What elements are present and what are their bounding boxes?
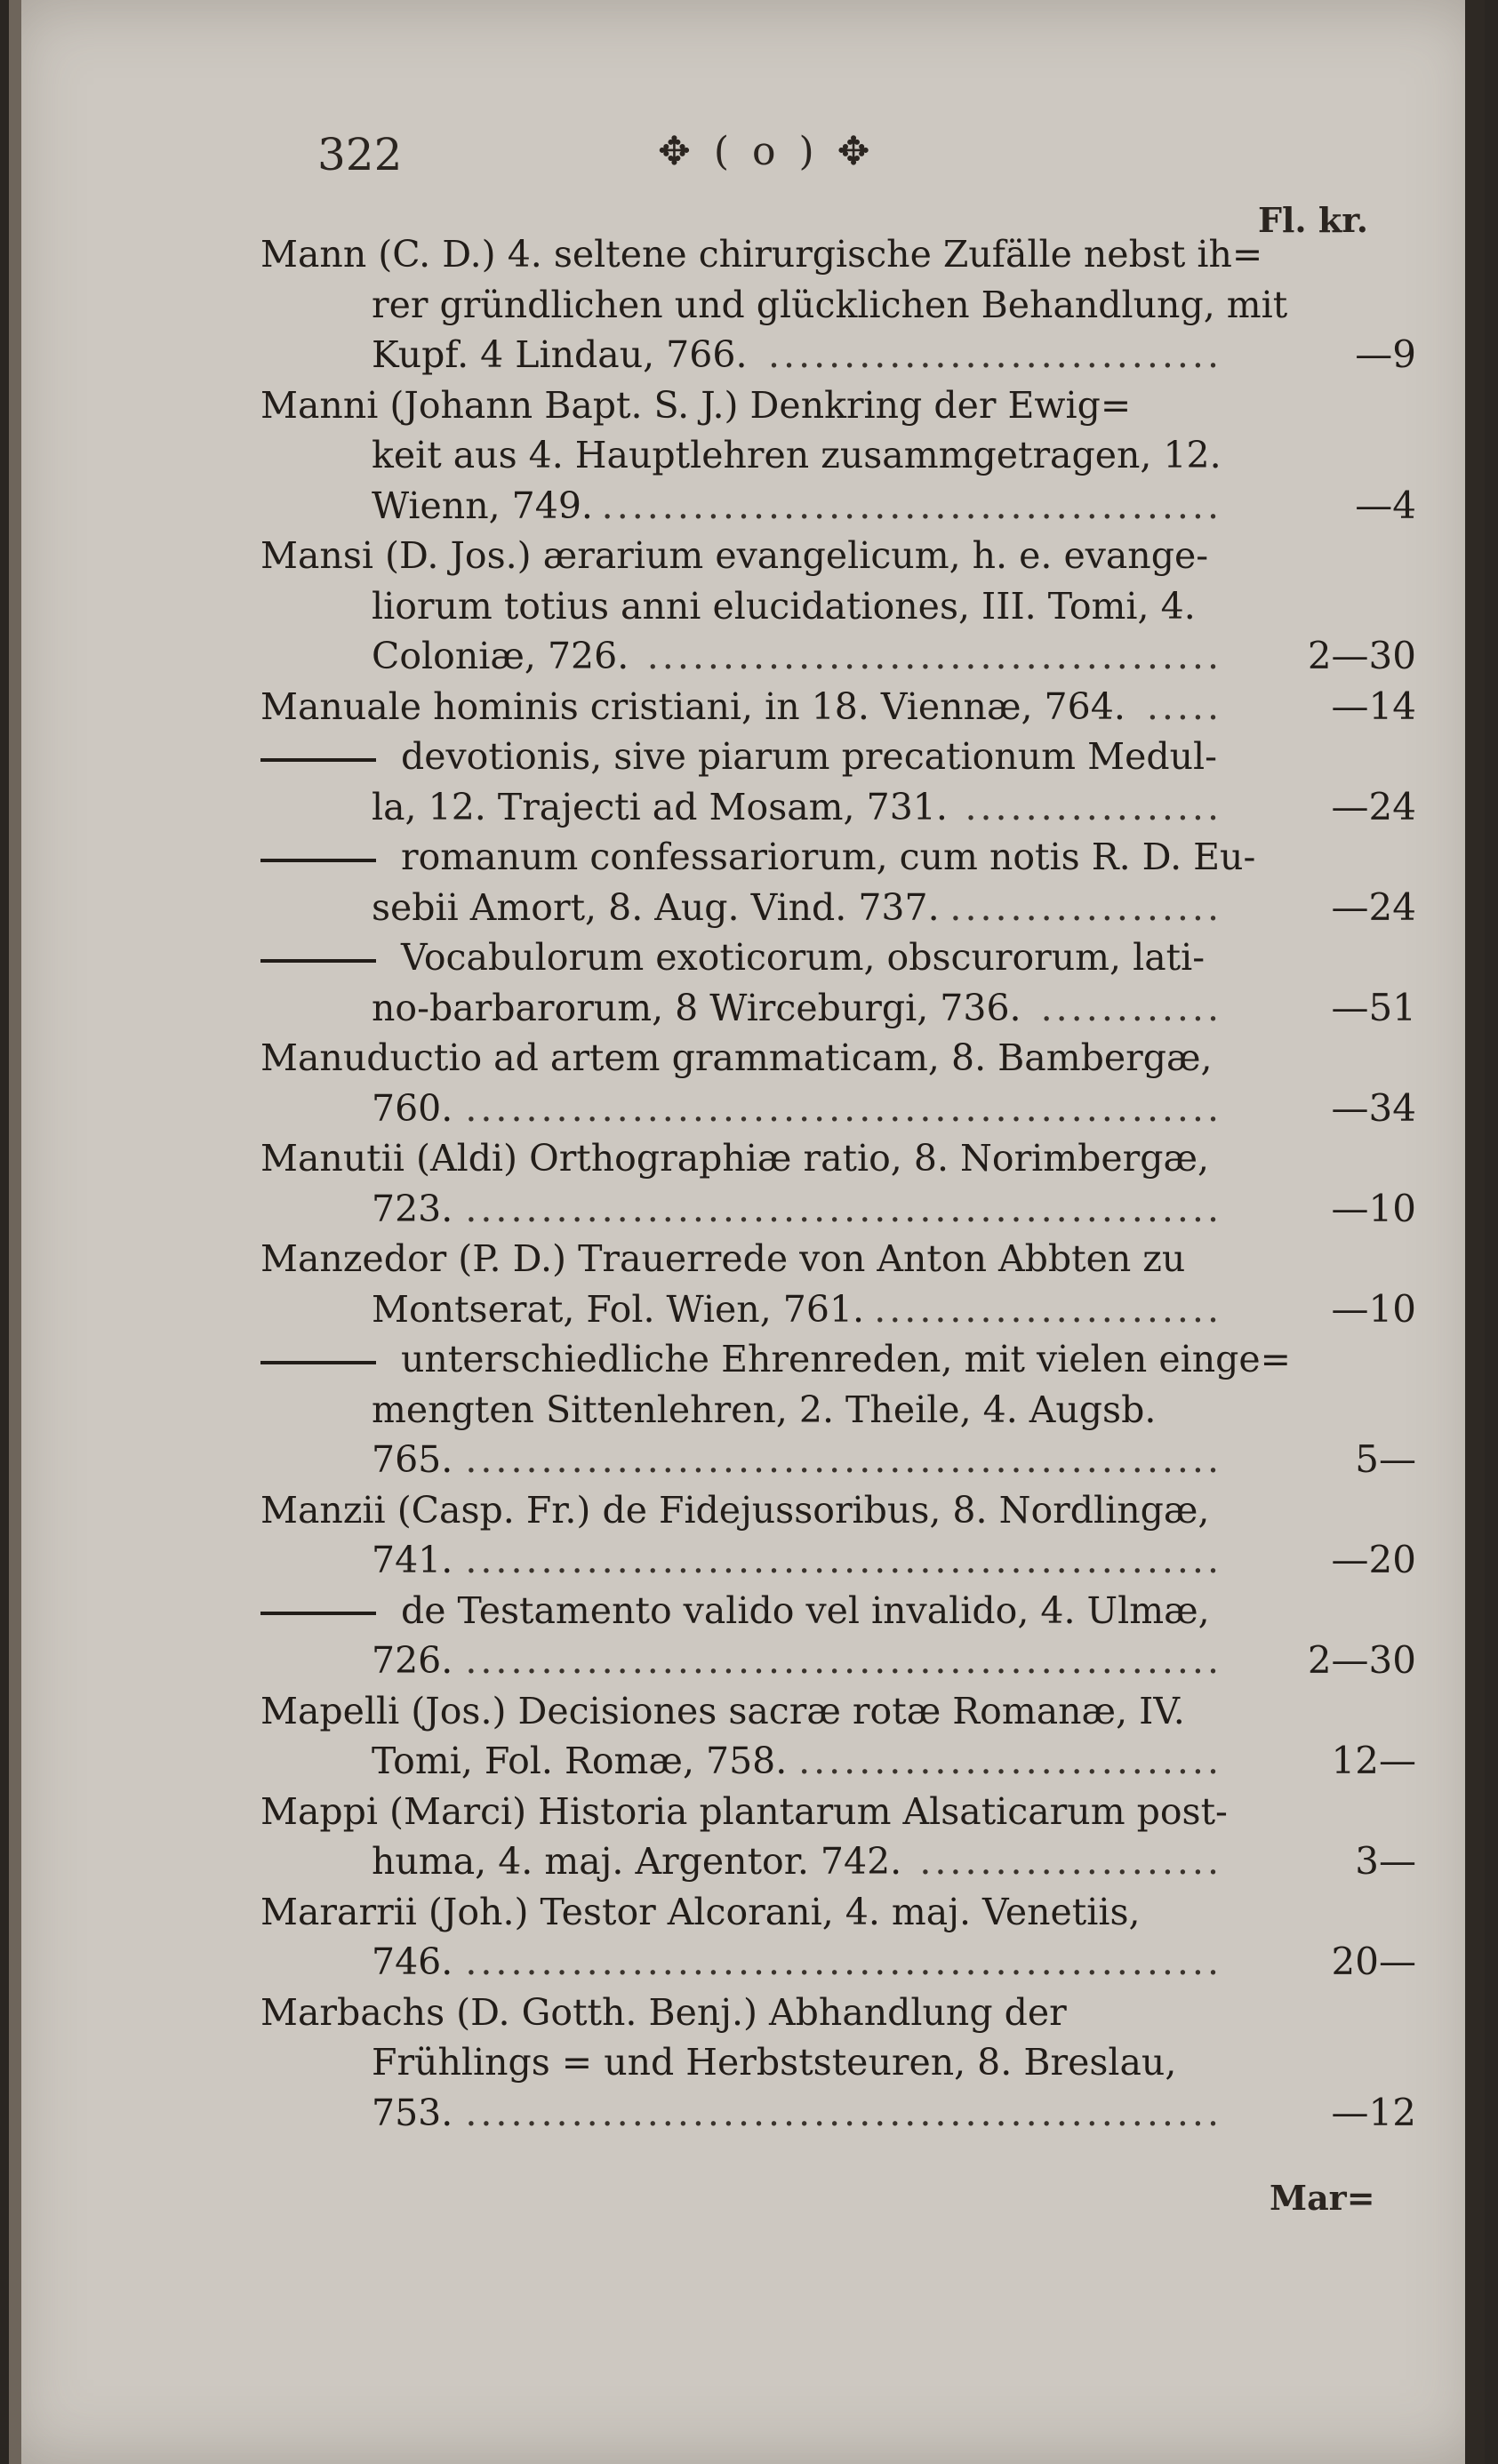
entry-text: 746. bbox=[372, 1940, 453, 1983]
ditto-dash bbox=[260, 859, 376, 862]
catalogue-entry bbox=[260, 1787, 1416, 1887]
entry-text: Mararrii (Joh.) Testor Alcorani, 4. maj. Venetiis, bbox=[260, 1890, 1141, 1933]
entry-price: —12 bbox=[1331, 2090, 1416, 2134]
leader-dots: .................................................. bbox=[465, 1539, 1222, 1581]
entry-text: 726. bbox=[372, 1639, 453, 1682]
ditto-dash bbox=[260, 1361, 376, 1364]
catalogue-entry bbox=[260, 932, 1416, 1033]
entry-text: mengten Sittenlehren, 2. Theile, 4. Augsb. bbox=[372, 1388, 1157, 1431]
entry-line bbox=[260, 280, 1416, 331]
entry-text: Manni (Johann Bapt. S. J.) Denkring der Ewig= bbox=[260, 383, 1132, 427]
catalogue-entry bbox=[260, 380, 1416, 532]
entry-text: Manzii (Casp. Fr.) de Fidejussoribus, 8. Nordlingæ, bbox=[260, 1488, 1210, 1532]
entry-line bbox=[260, 1133, 1416, 1184]
entry-line bbox=[260, 1334, 1416, 1385]
entry-text: Montserat, Fol. Wien, 761. bbox=[372, 1287, 865, 1331]
entry-line bbox=[260, 430, 1416, 481]
catalogue-entry bbox=[260, 1485, 1416, 1586]
catalogue-entry bbox=[260, 732, 1416, 832]
catalogue-entry bbox=[260, 229, 1416, 380]
leader-dots: ..... bbox=[1146, 684, 1222, 728]
header-ornament: ✥ ( o ) ✥ bbox=[658, 129, 876, 174]
leader-dots: .................................................. bbox=[465, 1940, 1222, 1983]
entry-line bbox=[260, 932, 1416, 983]
catalogue-entry bbox=[260, 1133, 1416, 1234]
entry-line bbox=[260, 531, 1416, 581]
entry-line bbox=[260, 1234, 1416, 1284]
entry-text: Mann (C. D.) 4. seltene chirurgische Zufälle nebst ih= bbox=[260, 233, 1263, 276]
entry-text: Coloniæ, 726. bbox=[372, 635, 629, 677]
catalogue-entry bbox=[260, 1887, 1416, 1988]
entry-text: no-barbarorum, 8 Wirceburgi, 736. bbox=[372, 986, 1021, 1029]
leader-dots: ............ bbox=[1040, 986, 1222, 1029]
catalogue-entries bbox=[260, 229, 1416, 2138]
catalogue-entry bbox=[260, 1033, 1416, 1133]
entry-text: keit aus 4. Hauptlehren zusammgetragen, 12. bbox=[372, 434, 1222, 476]
entry-text: 723. bbox=[372, 1187, 453, 1230]
entry-price: —51 bbox=[1331, 985, 1416, 1029]
leader-dots: .................................................. bbox=[465, 1187, 1222, 1230]
entry-price: —20 bbox=[1331, 1538, 1416, 1581]
catalogue-entry bbox=[260, 1234, 1416, 1334]
entry-line bbox=[260, 1988, 1416, 2038]
entry-text: Mansi (D. Jos.) ærarium evangelicum, h. e. evange- bbox=[260, 534, 1209, 577]
catalogue-entry bbox=[260, 1334, 1416, 1485]
leader-dots: .................................................. bbox=[465, 1438, 1222, 1481]
entry-text: 753. bbox=[372, 2091, 453, 2134]
leader-dots: ...................................... bbox=[646, 635, 1222, 677]
entry-price: —9 bbox=[1355, 332, 1416, 376]
entry-text: rer gründlichen und glücklichen Behandlung, mit bbox=[372, 283, 1288, 326]
entry-text: romanum confessariorum, cum notis R. D. Eu- bbox=[401, 836, 1256, 878]
entry-text: Tomi, Fol. Romæ, 758. bbox=[372, 1740, 788, 1782]
page-right-edge bbox=[1465, 0, 1485, 2464]
entry-line bbox=[260, 1787, 1416, 1837]
entry-text: Wienn, 749. bbox=[372, 484, 593, 527]
entry-line bbox=[260, 1485, 1416, 1536]
leader-dots: .................... bbox=[919, 1840, 1222, 1883]
entry-price: —34 bbox=[1331, 1085, 1416, 1130]
entry-line bbox=[260, 1887, 1416, 1938]
entry-text: 760. bbox=[372, 1086, 453, 1130]
entry-text: Marbachs (D. Gotth. Benj.) Abhandlung der bbox=[260, 1990, 1067, 2034]
leader-dots: .................................................. bbox=[465, 2091, 1222, 2134]
entry-text: Mappi (Marci) Historia plantarum Alsaticarum post- bbox=[260, 1789, 1228, 1833]
leader-dots: .................................................. bbox=[465, 1086, 1222, 1130]
leader-dots: ......................................... bbox=[601, 484, 1222, 527]
entry-text: Frühlings = und Herbststeuren, 8. Breslau, bbox=[372, 2041, 1177, 2084]
catalogue-entry bbox=[260, 1686, 1416, 1787]
entry-text: sebii Amort, 8. Aug. Vind. 737. bbox=[372, 885, 940, 929]
entry-text: 741. bbox=[372, 1539, 453, 1581]
entry-text: Manutii (Aldi) Orthographiæ ratio, 8. Norimbergæ, bbox=[260, 1137, 1210, 1180]
entry-price: —24 bbox=[1331, 884, 1416, 929]
entry-price: —14 bbox=[1331, 684, 1416, 728]
entry-price: 2—30 bbox=[1307, 634, 1416, 677]
leader-dots: ................. bbox=[965, 785, 1222, 828]
entry-text: la, 12. Trajecti ad Mosam, 731. bbox=[372, 785, 948, 828]
entry-line bbox=[260, 380, 1416, 431]
catalogue-entry bbox=[260, 682, 1416, 732]
catalogue-entry bbox=[260, 1586, 1416, 1686]
ditto-dash bbox=[260, 758, 376, 762]
entry-price: 5— bbox=[1355, 1437, 1416, 1481]
entry-text: Vocabulorum exoticorum, obscurorum, lati- bbox=[401, 936, 1206, 979]
entry-line bbox=[260, 732, 1416, 782]
entry-line bbox=[260, 1033, 1416, 1084]
entry-text: devotionis, sive piarum precationum Medul- bbox=[401, 735, 1217, 778]
catchword: Mar= bbox=[1270, 2178, 1375, 2218]
book-page bbox=[9, 0, 1485, 2464]
entry-line bbox=[260, 1385, 1416, 1436]
entry-price: —4 bbox=[1355, 483, 1416, 527]
entry-text: Manzedor (P. D.) Trauerrede von Anton Abbten zu bbox=[260, 1237, 1186, 1280]
catalogue-entry bbox=[260, 1988, 1416, 2139]
entry-price: —24 bbox=[1331, 784, 1416, 828]
entry-text: unterschiedliche Ehrenreden, mit vielen einge= bbox=[401, 1338, 1292, 1380]
leader-dots: .............................. bbox=[768, 333, 1222, 376]
catalogue-entry bbox=[260, 531, 1416, 682]
entry-text: huma, 4. maj. Argentor. 742. bbox=[372, 1840, 902, 1883]
entry-price: 3— bbox=[1355, 1839, 1416, 1883]
entry-text: liorum totius anni elucidationes, III. Tomi, 4. bbox=[372, 584, 1196, 628]
leader-dots: .................. bbox=[949, 885, 1222, 929]
entry-price: —10 bbox=[1331, 1286, 1416, 1331]
ditto-dash bbox=[260, 959, 376, 963]
leader-dots: ............................ bbox=[798, 1740, 1222, 1782]
entry-line bbox=[260, 2037, 1416, 2088]
entry-price: —10 bbox=[1331, 1186, 1416, 1230]
page-left-edge bbox=[9, 0, 21, 2464]
entry-text: Kupf. 4 Lindau, 766. bbox=[372, 333, 748, 376]
leader-dots: ....................... bbox=[874, 1287, 1222, 1331]
page-number: 322 bbox=[317, 129, 403, 180]
page-header bbox=[9, 129, 1485, 240]
entry-price: 2—30 bbox=[1307, 1638, 1416, 1682]
entry-line bbox=[260, 581, 1416, 632]
entry-text: 765. bbox=[372, 1438, 453, 1481]
entry-price: 20— bbox=[1331, 1940, 1416, 1983]
catalogue-entry bbox=[260, 832, 1416, 932]
entry-price: 12— bbox=[1331, 1739, 1416, 1782]
entry-line bbox=[260, 1586, 1416, 1636]
leader-dots: .................................................. bbox=[465, 1639, 1222, 1682]
entry-text: Manuductio ad artem grammaticam, 8. Bambergæ, bbox=[260, 1036, 1213, 1079]
price-column-heading: Fl. kr. bbox=[1258, 200, 1368, 240]
ditto-dash bbox=[260, 1612, 376, 1615]
entry-text: Mapelli (Jos.) Decisiones sacræ rotæ Romanæ, IV. bbox=[260, 1689, 1185, 1732]
entry-line bbox=[260, 229, 1416, 280]
entry-text: de Testamento valido vel invalido, 4. Ulmæ, bbox=[401, 1588, 1210, 1632]
entry-text: Manuale hominis cristiani, in 18. Viennæ, 764. bbox=[260, 684, 1126, 728]
entry-line bbox=[260, 832, 1416, 883]
entry-line bbox=[260, 1686, 1416, 1737]
